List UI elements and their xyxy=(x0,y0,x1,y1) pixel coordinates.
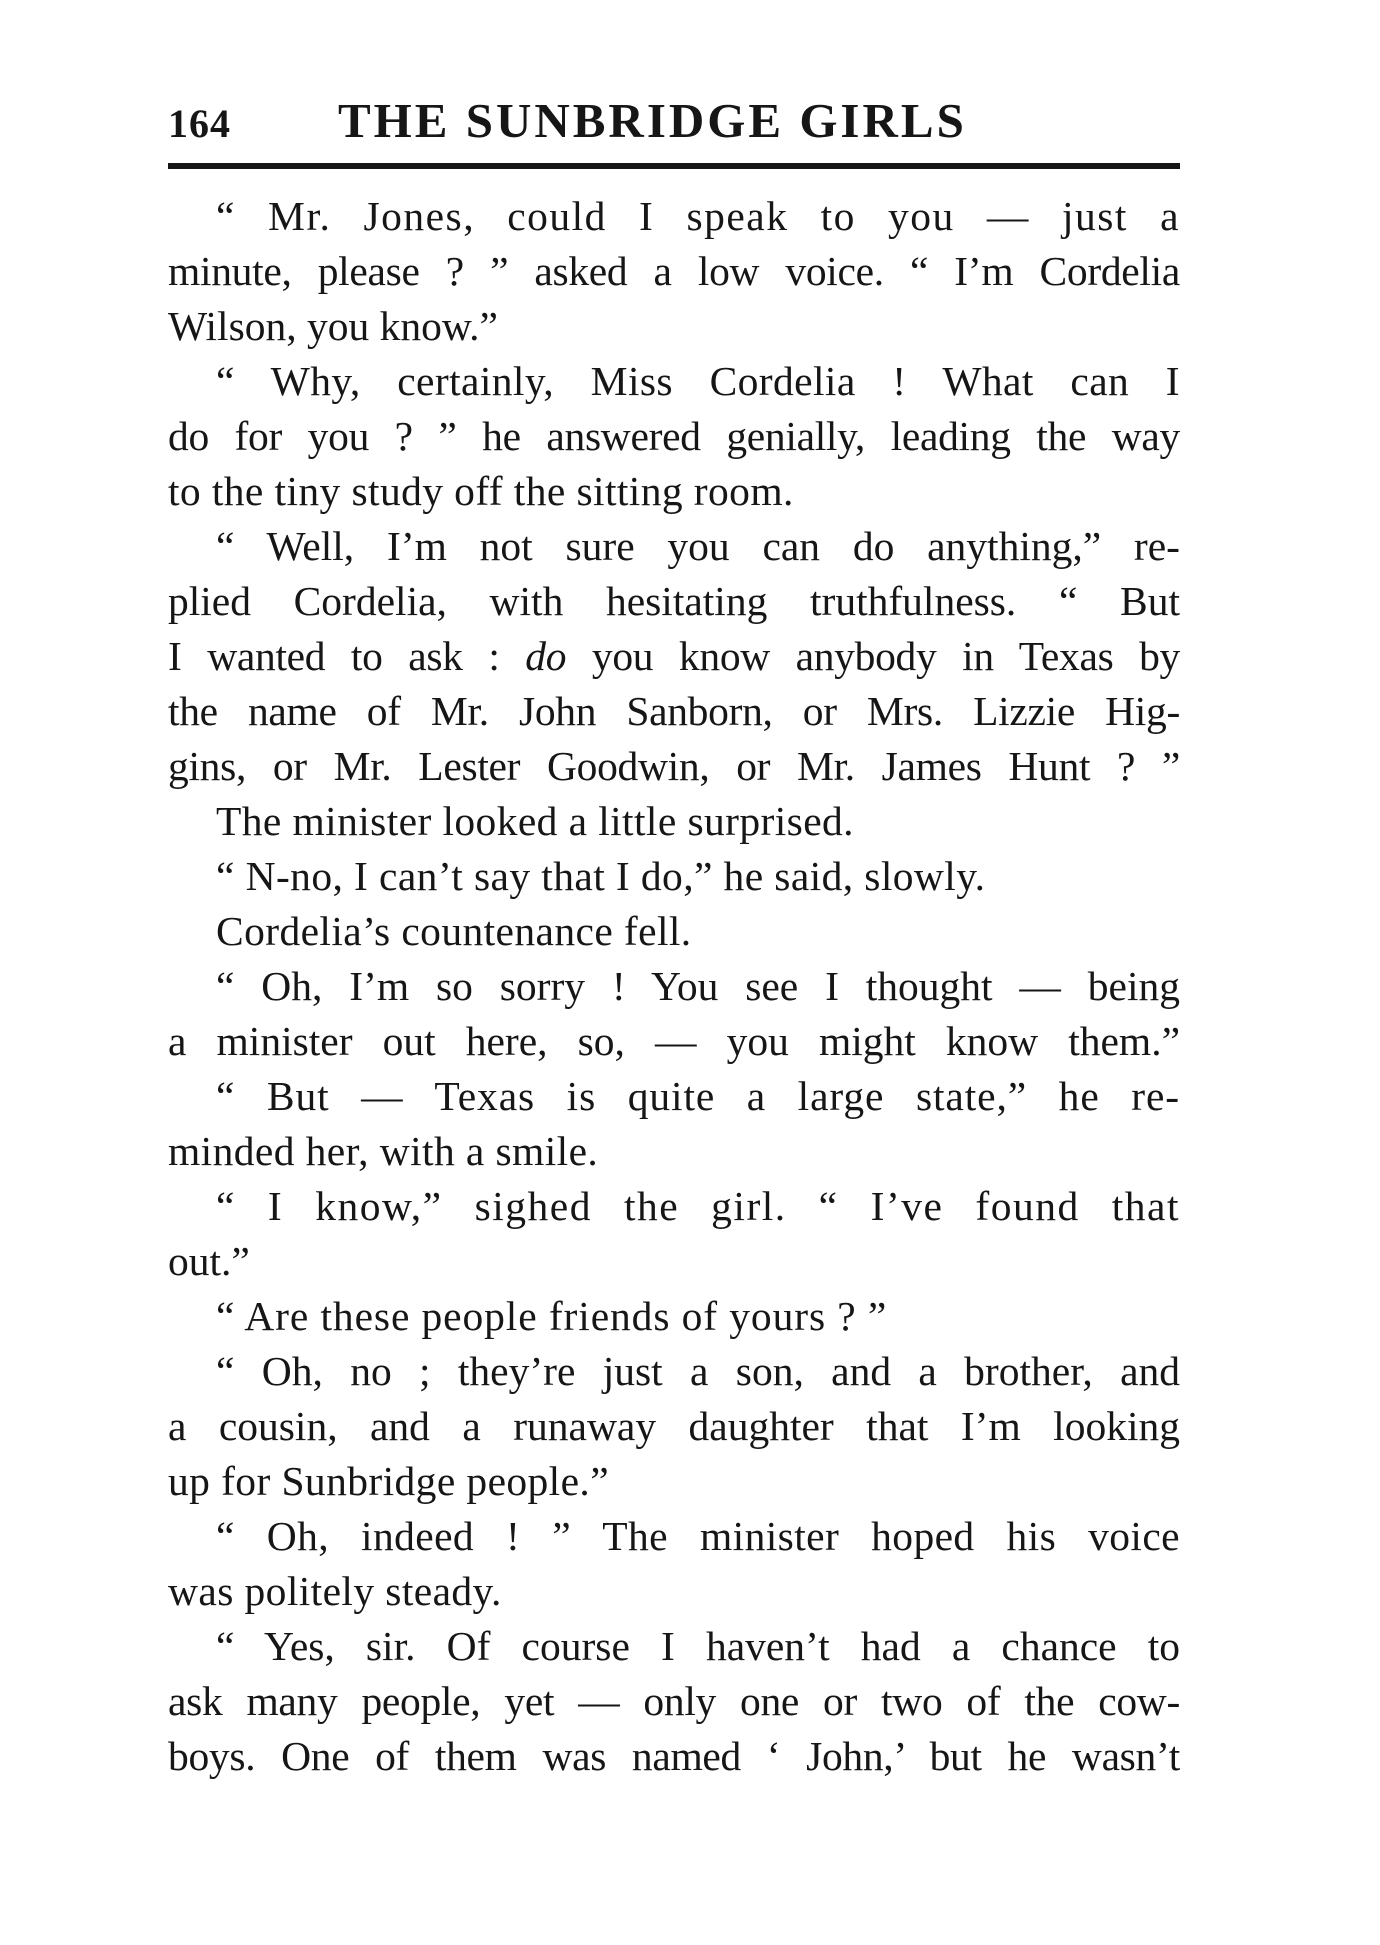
text-line: to the tiny study off the sitting room. xyxy=(168,468,794,514)
text-line: Cordelia’s countenance fell. xyxy=(216,908,692,954)
text-segment: I wanted to ask : xyxy=(168,633,526,679)
page-number: 164 xyxy=(168,101,231,146)
text-line: the name of Mr. John Sanborn, or Mrs. Lizzie Hig- xyxy=(168,688,1180,734)
text-line xyxy=(168,629,1180,684)
text-line: “ Oh, I’m so sorry ! You see I thought — being xyxy=(216,963,1180,1009)
text-line: gins, or Mr. Lester Goodwin, or Mr. James Hunt ? ” xyxy=(168,743,1180,789)
text-line: up for Sunbridge people.” xyxy=(168,1458,610,1504)
text-line: minute, please ? ” asked a low voice. “ I’m Cordelia xyxy=(168,248,1180,294)
text-line: “ Why, certainly, Miss Cordelia ! What can I xyxy=(216,358,1180,404)
text-line: “ N-no, I can’t say that I do,” he said, slowly. xyxy=(216,853,986,899)
text-line: out.” xyxy=(168,1238,250,1284)
text-line: The minister looked a little surprised. xyxy=(216,798,854,844)
text-line: ask many people, yet — only one or two of the cow- xyxy=(168,1678,1180,1724)
text-line: do for you ? ” he answered genially, leading the way xyxy=(168,413,1180,459)
text-line: boys. One of them was named ‘ John,’ but he wasn’t xyxy=(168,1733,1180,1779)
text-line: “ But — Texas is quite a large state,” he re- xyxy=(216,1073,1180,1119)
text-line: “ Are these people friends of yours ? ” xyxy=(216,1293,888,1339)
text-line: a cousin, and a runaway daughter that I’m looking xyxy=(168,1403,1180,1449)
text-line: “ Well, I’m not sure you can do anything,” re- xyxy=(216,523,1180,569)
text-line: “ Mr. Jones, could I speak to you — just a xyxy=(216,193,1180,239)
text-segment: you know anybody in Texas by xyxy=(566,633,1180,679)
book-title: THE SUNBRIDGE GIRLS xyxy=(338,93,967,148)
text-line: “ Yes, sir. Of course I haven’t had a chance to xyxy=(216,1623,1180,1669)
header-rule xyxy=(168,163,1180,169)
text-line: Wilson, you know.” xyxy=(168,303,498,349)
text-line: a minister out here, so, — you might know them.” xyxy=(168,1018,1180,1064)
text-line: “ I know,” sighed the girl. “ I’ve found that xyxy=(216,1183,1180,1229)
italic-word: do xyxy=(525,633,567,679)
text-line: minded her, with a smile. xyxy=(168,1128,599,1174)
text-line: was politely steady. xyxy=(168,1568,502,1614)
body-text xyxy=(168,189,1180,1784)
text-line: “ Oh, no ; they’re just a son, and a brother, and xyxy=(216,1348,1180,1394)
running-head xyxy=(168,88,1180,160)
text-line: “ Oh, indeed ! ” The minister hoped his voice xyxy=(216,1513,1180,1559)
text-line: plied Cordelia, with hesitating truthfulness. “ But xyxy=(168,578,1180,624)
